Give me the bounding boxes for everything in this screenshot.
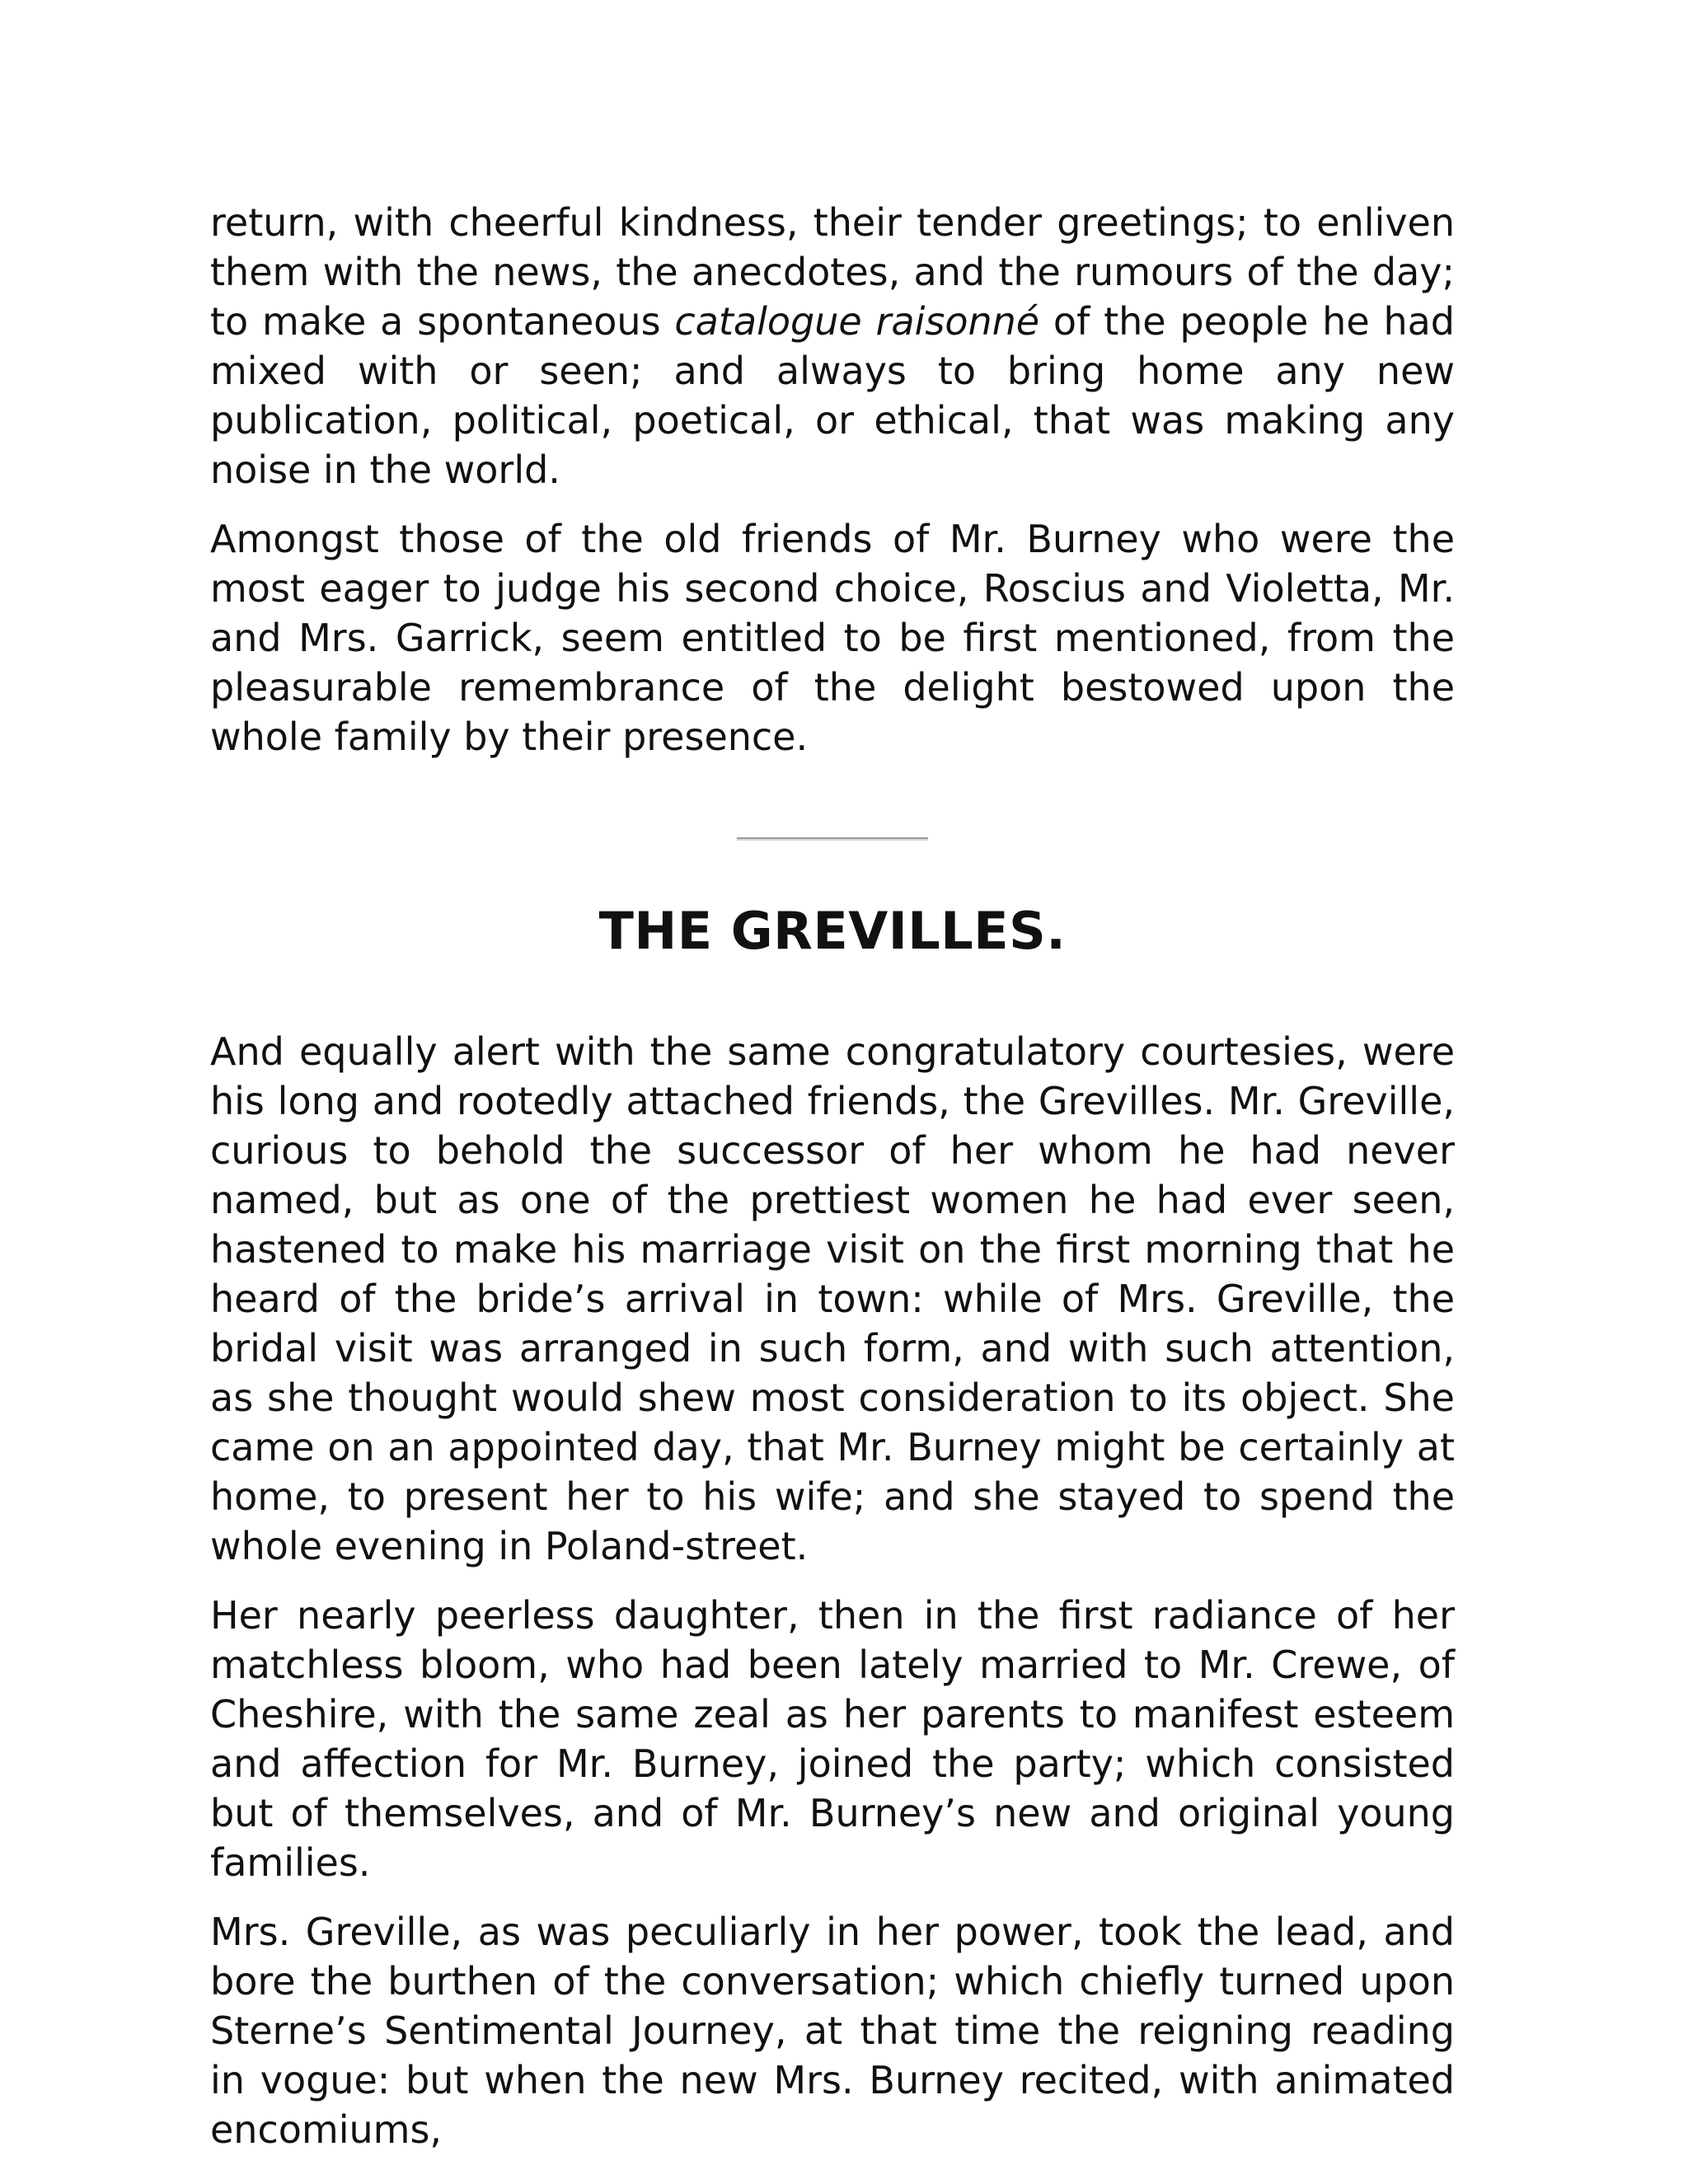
paragraph-old-friends: Amongst those of the old friends of Mr. Burney who were the most eager to judge his second choice, Roscius and Violetta, Mr. and Mrs. Garrick, seem entitled to be first mentioned, from the pleasurable remembrance of the delight bestowed upon the whole family by their presence. (210, 517, 1455, 759)
document-page (210, 198, 1455, 2174)
paragraph-news-and-anecdotes (210, 198, 1455, 494)
section-heading: THE GREVILLES. (598, 901, 1067, 961)
section-divider (737, 837, 928, 841)
paragraph-text-before-italic: return, with cheerful kindness, their tender greetings; to enliven them with the news, the anecdotes, and the rumours of the day; to make a spontaneous (210, 200, 1455, 344)
paragraph-grevilles-visit: And equally alert with the same congratulatory courtesies, were his long and rootedly attached friends, the Grevilles. Mr. Greville, curious to behold the successor of her whom he had never named, but as one of the prettiest women he had ever seen, hastened to make his marriage visit on the first morning that he heard of the bride’s arrival in town: while of Mrs. Greville, the bridal visit was arranged in such form, and with such attention, as she thought would shew most consideration to its object. She came on an appointed day, that Mr. Burney might be certainly at home, to present her to his wife; and she stayed to spend the whole evening in Poland-street. (210, 1029, 1455, 1568)
paragraph-text-after-italic: of the people he had mixed with or seen; and always to bring home any new publication, political, poetical, or ethical, that was making any noise in the world. (210, 299, 1455, 492)
paragraph-sentimental-journey: Mrs. Greville, as was peculiarly in her power, took the lead, and bore the burthen of the conversation; which chiefly turned upon Sterne’s Sentimental Journey, at that time the reigning reading in vogue: but when the new Mrs. Burney recited, with animated encomiums, (210, 1910, 1455, 2152)
italic-phrase: catalogue raisonné (674, 299, 1040, 344)
paragraph-peerless-daughter: Her nearly peerless daughter, then in the first radiance of her matchless bloom, who had been lately married to Mr. Crewe, of Cheshire, with the same zeal as her parents to manifest esteem and affection for Mr. Burney, joined the party; which consisted but of themselves, and of Mr. Burney’s new and original young families. (210, 1593, 1455, 1885)
